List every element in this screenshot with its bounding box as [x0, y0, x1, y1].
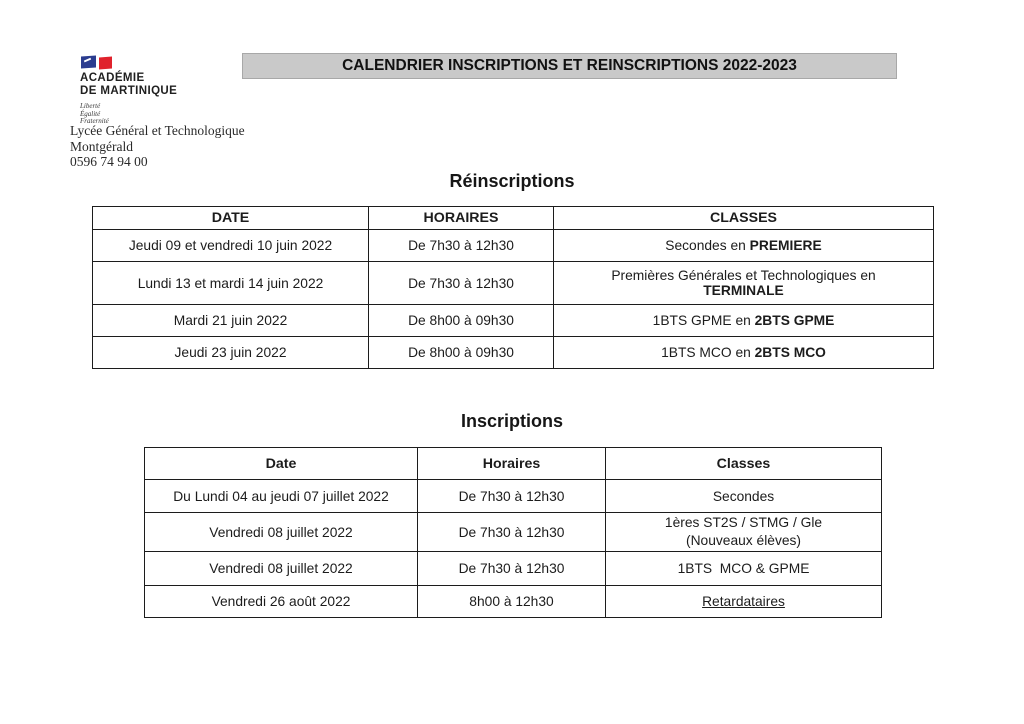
header-date: DATE: [93, 207, 369, 230]
cell-date: Mardi 21 juin 2022: [93, 305, 369, 337]
reinscriptions-table: [92, 206, 934, 369]
table-row: [93, 337, 934, 369]
cell-horaires: 8h00 à 12h30: [418, 586, 606, 618]
cell-horaires: De 7h30 à 12h30: [418, 513, 606, 552]
school-phone: 0596 74 94 00: [70, 154, 148, 169]
cell-date: Vendredi 26 août 2022: [145, 586, 418, 618]
cell-classes: Secondes en PREMIERE: [554, 230, 934, 262]
cell-classes: 1BTS MCO en 2BTS MCO: [554, 337, 934, 369]
table-row: [145, 552, 882, 586]
header-classes: CLASSES: [554, 207, 934, 230]
cell-date: Vendredi 08 juillet 2022: [145, 513, 418, 552]
cell-horaires: De 8h00 à 09h30: [369, 305, 554, 337]
cell-horaires: De 7h30 à 12h30: [418, 552, 606, 586]
table-header-row: [93, 207, 934, 230]
table-row: [145, 480, 882, 513]
cell-classes: Premières Générales et Technologiques en TERMINALE: [554, 262, 934, 305]
academy-name-line2: DE MARTINIQUE: [80, 85, 178, 97]
table-row: [93, 305, 934, 337]
document-title: CALENDRIER INSCRIPTIONS ET REINSCRIPTIONS 2022-2023: [342, 57, 797, 74]
cell-date: Jeudi 23 juin 2022: [93, 337, 369, 369]
cell-horaires: De 7h30 à 12h30: [369, 230, 554, 262]
table-header-row: [145, 448, 882, 480]
french-flag-icon: [81, 56, 177, 69]
cell-classes: 1BTS GPME en 2BTS GPME: [554, 305, 934, 337]
cell-horaires: De 7h30 à 12h30: [418, 480, 606, 513]
cell-classes: 1BTS MCO & GPME: [606, 552, 882, 586]
republic-motto: Liberté Égalité Fraternité: [80, 102, 109, 125]
cell-date: Du Lundi 04 au jeudi 07 juillet 2022: [145, 480, 418, 513]
cell-classes: Secondes: [606, 480, 882, 513]
header-classes: Classes: [606, 448, 882, 480]
table-row: [93, 262, 934, 305]
academy-logo: [80, 56, 177, 126]
cell-horaires: De 8h00 à 09h30: [369, 337, 554, 369]
cell-date: Lundi 13 et mardi 14 juin 2022: [93, 262, 369, 305]
cell-date: Vendredi 08 juillet 2022: [145, 552, 418, 586]
school-contact-block: [70, 123, 245, 170]
cell-classes: 1ères ST2S / STMG / Gle (Nouveaux élèves): [606, 513, 882, 552]
cell-classes: Retardataires: [606, 586, 882, 618]
school-name-line1: Lycée Général et Technologique: [70, 123, 245, 138]
table-row: [145, 513, 882, 552]
header-date: Date: [145, 448, 418, 480]
table-row: [93, 230, 934, 262]
section-title-reinscriptions: Réinscriptions: [449, 171, 575, 191]
academy-name-line1: ACADÉMIE: [80, 72, 145, 84]
school-name-line2: Montgérald: [70, 138, 133, 154]
section-title-inscriptions: Inscriptions: [460, 411, 563, 431]
cell-date: Jeudi 09 et vendredi 10 juin 2022: [93, 230, 369, 262]
table-row: [145, 586, 882, 618]
header-horaires: HORAIRES: [369, 207, 554, 230]
cell-horaires: De 7h30 à 12h30: [369, 262, 554, 305]
header-horaires: Horaires: [418, 448, 606, 480]
inscriptions-table: [144, 447, 882, 618]
document-title-banner: [242, 53, 897, 79]
